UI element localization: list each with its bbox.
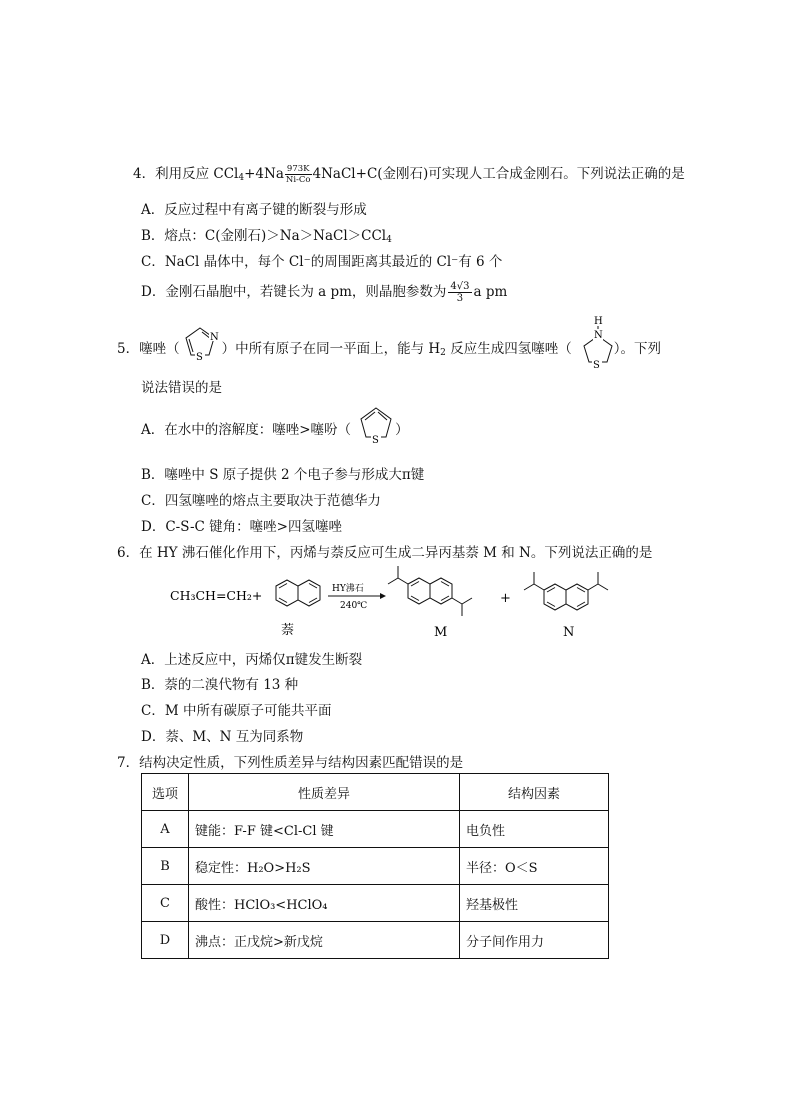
q6-option-c: C．M 中所有碳原子可能共平面: [141, 703, 332, 719]
table-row: [142, 885, 609, 922]
table-cell-property: 键能：F-F 键<Cl-Cl 键: [189, 811, 460, 848]
table-cell-property: 稳定性：H₂O>H₂S: [189, 848, 460, 885]
q6-cond-bot: 240℃: [340, 601, 368, 611]
table-cell-option: B: [142, 848, 189, 885]
q4-fraction: [448, 281, 471, 304]
q6-option-a: A．上述反应中，丙烯仅π键发生断裂: [141, 652, 363, 668]
q6-reaction-scheme: [168, 560, 638, 642]
q5-option-b: B．噻唑中 S 原子提供 2 个电子参与形成大π键: [141, 467, 425, 483]
table-cell-factor: 羟基极性: [460, 885, 609, 922]
table-cell-option: C: [142, 885, 189, 922]
q7-stem: [117, 751, 463, 771]
q5-stem-line2: 说法错误的是: [141, 380, 222, 396]
q4-cond-bot: Ni-Co: [285, 175, 311, 185]
q6-stem-text: 在 HY 沸石催化作用下，丙烯与萘反应可生成二异丙基萘 M 和 N。下列说法正确的是: [139, 545, 653, 561]
table-cell-property: 酸性：HClO₃<HClO₄: [189, 885, 460, 922]
q4-fraction-den: 3: [456, 293, 464, 304]
q5-option-a-close: ）: [395, 422, 409, 438]
q4-stem-post: 4NaCl+C(金刚石)可实现人工合成金刚石。下列说法正确的是: [312, 166, 685, 182]
q4-fraction-num: 4√3: [450, 281, 470, 292]
tetrahydrothiazole-S: S: [593, 360, 600, 370]
product-M-structure: [388, 566, 472, 616]
table-header-property: 性质差异: [189, 774, 460, 811]
q5-stem-c: 反应生成四氢噻唑（: [445, 341, 572, 357]
q4-option-d-unit: a pm: [473, 284, 508, 300]
thiophene-structure: [355, 402, 397, 446]
q5-option-d: D．C-S-C 键角：噻唑>四氢噻唑: [141, 519, 342, 535]
thiophene-S: S: [372, 435, 379, 446]
q4-option-d-text: D．金刚石晶胞中，若键长为 a pm，则晶胞参数为: [141, 284, 447, 300]
table-header-row: [142, 774, 609, 811]
q5-number: 5．: [117, 341, 140, 357]
q6-cond-top: HY沸石: [332, 584, 364, 594]
q6-label-M: M: [434, 625, 448, 640]
q4-cond-top: 973K: [285, 164, 312, 175]
table-cell-factor: 电负性: [460, 811, 609, 848]
table-cell-option: D: [142, 922, 189, 959]
q6-stem: [117, 541, 652, 561]
table-cell-option: A: [142, 811, 189, 848]
naphthalene-structure: [276, 580, 320, 606]
q4-option-d: [141, 280, 507, 304]
table-cell-factor: 分子间作用力: [460, 922, 609, 959]
q4-number: 4．: [133, 166, 156, 182]
q4-option-b-sub: 4: [386, 235, 392, 245]
thiazole-structure: [180, 318, 220, 364]
tetrahydrothiazole-structure: [576, 312, 620, 370]
q4-sub: 4: [238, 173, 245, 183]
table-row: [142, 922, 609, 959]
q6-reactant: CH₃CH=CH₂+: [170, 588, 263, 603]
q6-plus: +: [500, 591, 511, 606]
table-row: [142, 848, 609, 885]
q4-option-b: [141, 224, 392, 245]
q4-stem: [133, 162, 685, 185]
q4-option-b-text: B．熔点：C(金刚石)＞Na＞NaCl＞CCl: [141, 228, 387, 244]
thiazole-S: S: [196, 352, 203, 363]
table-header-option: 选项: [142, 774, 189, 811]
table-cell-factor: 半径：O＜S: [460, 848, 609, 885]
q4-stem-mid: +4Na: [244, 166, 284, 182]
q5-option-c: C．四氢噻唑的熔点主要取决于范德华力: [141, 493, 381, 509]
q4-option-c: C．NaCl 晶体中，每个 Cl⁻的周围距离其最近的 Cl⁻有 6 个: [141, 254, 503, 270]
thiazole-N: N: [210, 332, 219, 343]
table-header-factor: 结构因素: [460, 774, 609, 811]
tetrahydrothiazole-H: H: [594, 316, 603, 327]
table-row: [142, 811, 609, 848]
q4-option-a: A．反应过程中有离子键的断裂与形成: [141, 202, 367, 218]
q4-reaction-condition: [285, 164, 312, 185]
q5-stem-d: ）。下列: [613, 341, 661, 357]
q7-number: 7．: [117, 755, 140, 771]
tetrahydrothiazole-N: N: [594, 330, 603, 341]
table-cell-property: 沸点：正戊烷>新戊烷: [189, 922, 460, 959]
q6-number: 6．: [117, 545, 140, 561]
q7-stem-text: 结构决定性质，下列性质差异与结构因素匹配错误的是: [139, 755, 464, 771]
q6-label-naphthalene: 萘: [281, 623, 295, 638]
q6-option-b: B．萘的二溴代物有 13 种: [141, 677, 299, 693]
q6-label-N: N: [563, 625, 575, 640]
q5-option-a-text: A．在水中的溶解度：噻唑>噻吩（: [141, 422, 352, 438]
q5-stem-a: 噻唑（: [139, 341, 180, 357]
q6-option-d: D．萘、M、N 互为同系物: [141, 729, 304, 745]
q5-stem-sub: 2: [440, 348, 446, 358]
q5-stem-b: ）中所有原子在同一平面上，能与 H: [221, 341, 441, 357]
product-N-structure: [524, 572, 608, 610]
q4-stem-pre: 利用反应 CCl: [155, 166, 239, 182]
q7-table: [141, 773, 609, 959]
